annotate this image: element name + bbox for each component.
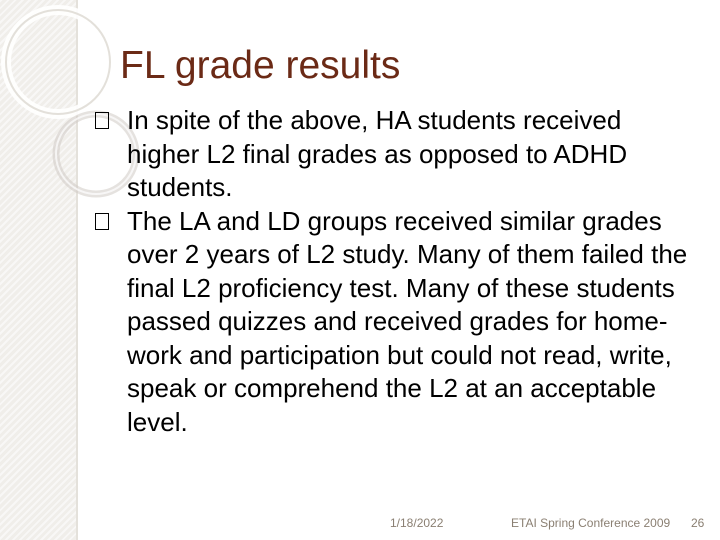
bullet-box-icon (95, 112, 109, 129)
bullet-box-icon (95, 213, 109, 230)
large-ring (6, 10, 110, 114)
footer-date: 1/18/2022 (390, 516, 444, 530)
bullet-text: In spite of the above, HA students received higher L2 final grades as opposed to ADHD students. (127, 105, 628, 202)
bullet-text: The LA and LD groups received similar grades over 2 years of L2 study. Many of them failed the final L2 proficiency test. Many of these students passed quizzes and received grades for home-work and participation but could not read, write, speak or comprehend the L2 at an acceptable level. (127, 205, 688, 437)
bullet-item (95, 104, 695, 205)
bullet-item (95, 205, 695, 440)
footer-page-number: 26 (691, 516, 705, 530)
slide-title: FL grade results (120, 44, 401, 87)
slide-body (95, 104, 695, 439)
footer-conference: ETAI Spring Conference 2009 (511, 516, 671, 530)
